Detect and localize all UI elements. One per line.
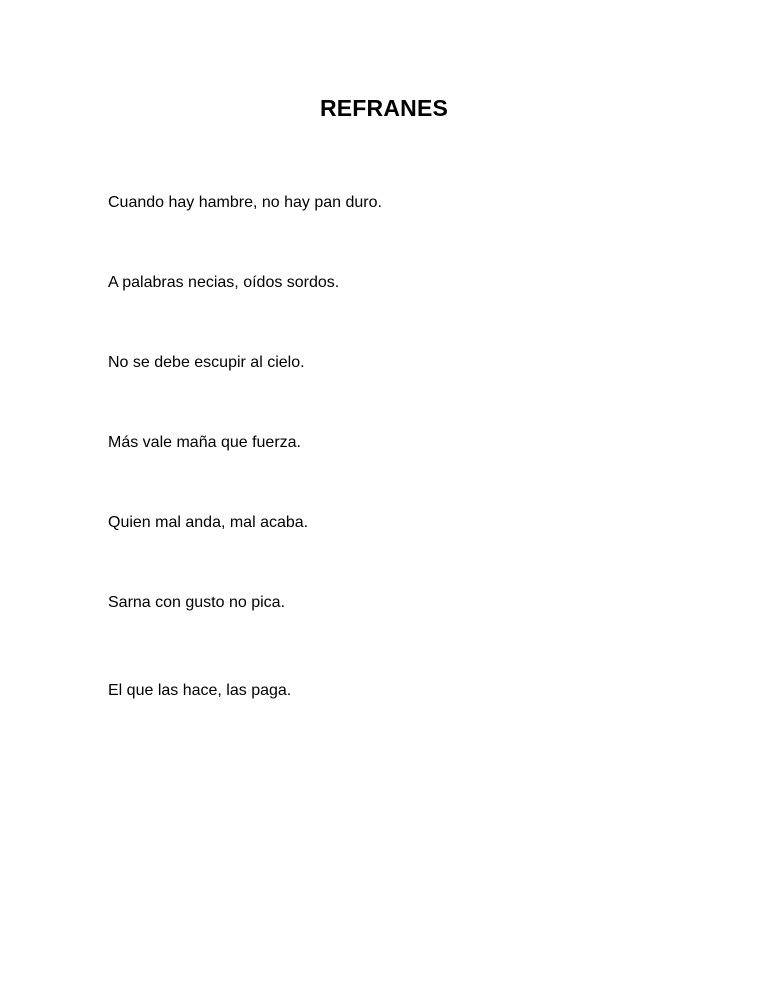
proverb-item: El que las hace, las paga.	[108, 682, 292, 699]
proverb-item: No se debe escupir al cielo.	[108, 354, 305, 371]
proverb-item: A palabras necias, oídos sordos.	[108, 274, 340, 291]
page-title	[0, 93, 768, 123]
proverb-item: Cuando hay hambre, no hay pan duro.	[108, 194, 382, 211]
proverb-item: Sarna con gusto no pica.	[108, 594, 286, 611]
page-title-text: REFRANES	[319, 95, 449, 121]
proverb-item: Quien mal anda, mal acaba.	[108, 514, 309, 531]
proverb-item: Más vale maña que fuerza.	[108, 434, 301, 451]
